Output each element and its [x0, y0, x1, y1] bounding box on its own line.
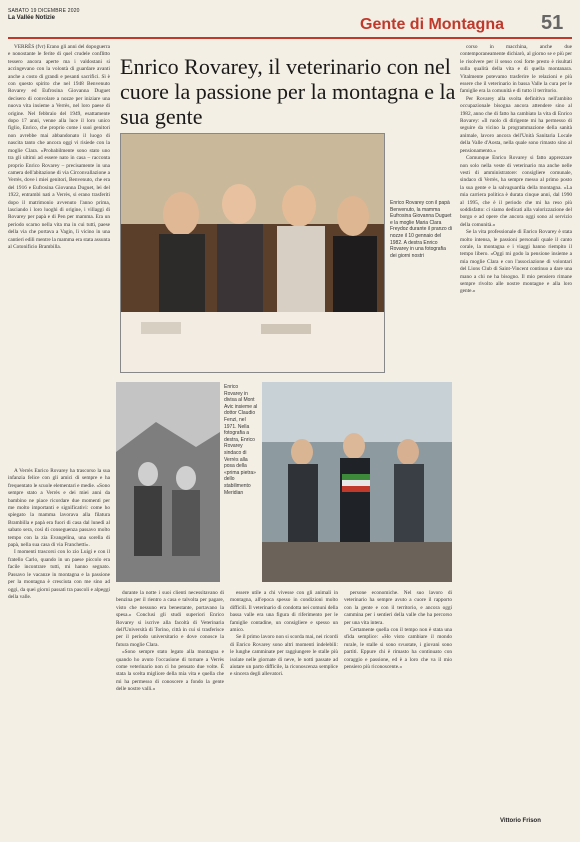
article-column-left-top — [8, 44, 110, 462]
paragraph: Per Rovarey alla svolta definitiva nell'ambito occupazionale bisogna ancora attendere sino al 1982, anno che di fatto ha cambiato la vita di Enrico Rovarey: «Il ruolo di dirigente mi ha permesso di seguire da vicino la programmazione della sanità animale, lavoro ancora dell'Unità Sanitaria Locale della Valle d'Aosta, nella quale sono rimasto sino al pensionamento.» — [460, 95, 572, 154]
paragraph: Se il primo lavoro non si scorda mai, nei ricordi di Enrico Rovarey sono altri momenti indelebili: le lunghe camminate per raggiungere le stalle più isolate nelle giornate di neve, le notti passate ad aiutare un parto difficile, la riconoscenza semplice e sincera degli allevatori. — [230, 634, 338, 678]
paragraph: Comunque Enrico Rovarey si fatto apprezzare non solo nella veste di veterinario ma anche nelle vesti di amministratore: consigliere comunale, sindaco di Verrès, ha sempre messo al primo posto la sua gente e la salvaguardia della montagna. «La mia carriera politica è durata cinque anni, dal 1990 al 1995, che è il periodo che mi ha reso più soddisfatto: ci siamo dedicati alla valorizzazione del borgo e ad opere che ancora oggi sono al servizio della comunità.» — [460, 155, 572, 228]
mayor-ceremony-photo — [262, 382, 452, 582]
article-column-left-bottom — [8, 468, 110, 830]
paragraph: I momenti trascorsi con lo zio Luigi e con il fratello Carlo, quando in un paese piccolo era facile incontrare tutti, mi hanno segnato. Passavo le vacanze in montagna e la passione per la montagna è cresciuta con me sino ad oggi, da quei giorni passati tra pascoli e alpeggi della valle. — [8, 549, 110, 600]
uniform-photo — [116, 382, 220, 582]
photo-caption-bw: Enrico Rovarey in divisa al Mont Avic insieme al dottor Claudio Fenzi, nel 1971. Nella fotografia a destra, Enrico Rovarey sindaco di Verrès alla posa della «prima pietra» dello stabilimento Meridian — [224, 384, 258, 496]
newspaper-name: La Vallée Notizie — [8, 15, 56, 21]
paragraph: «Sono sempre stato legato alla montagna e quando ho avuto l'occasione di tornare a Verrès come veterinario non ci ho pensato due volte. È stata la scelta migliore della mia vita e quella che mi ha permesso di conoscere a fondo la gente delle nostre valli.» — [116, 649, 224, 693]
paragraph: Se la vita professionale di Enrico Rovarey è stata molto intensa, le passioni personali quale il canto corale, la montagna e i viaggi hanno riempito il tempo libero. «Oggi mi godo la pensione insieme a mia moglie Clara e con l'associazione di volontari del Lions Club di Saint-Vincent continuo a dare una mano a chi ne ha bisogno. Il mio pensiero rimane sempre rivolto alle nostre montagne e alla loro gente.» — [460, 229, 572, 295]
paragraph: persone economiche. Nel suo lavoro di veterinario ha sempre avuto a cuore il rapporto con la gente e con il territorio, e ancora oggi cammina per i sentieri della valle che ha percorso per una vita intera. — [344, 590, 452, 626]
paragraph: VERRÈS (fvr) Erano gli anni del dopoguerra e nonostante le ferite di quel crudele conflitto tessero ancora aperte ma i valdostani si accingevano con la volontà di guardare avanti anche a costo di grandi e pesanti sacrifici. Sì è con questo spirito che nel 1948 Benvenuto Rovarey ed Eufrosina Giovanna Duguet decisero di convolare a nozze per iniziare una nuova vita insieme a Verrès, nel loro paese di origine. Nel febbraio del 1949, esattamente dopo 17 anni, venne alla luce il loro unico figlio, Enrico, che proprio come i suoi genitori non avrebbe mai abbandonato il luogo di nascita tanto che ancora oggi vi risiede con la moglie Clara. «Probabilmente sono stato uno tra gli ultimi ad essere nato in casa – racconta proprio Enrico Rovarey – precisamente in una camera dell'abitazione di via Circonvallazione a Verrès, dove i miei genitori, Benvenuto, che era del 1916 e Eufrosina Giovanna Duguet, lei del 1922, entrambi nati a Verrès, si erano trasferiti dopo il matrimonio avvenuto l'anno prima, lasciando i loro luoghi di origine, i villaggi di Rovarey per papà e di Pen per mamma. Era un periodo scarno nella vita ma in cui tutti, paese della via che portava a Vagin, lì vicino in una cantieri edili mentre la mamma era stata assunta al Cotonificio Brambilla. — [8, 44, 110, 250]
article-column-right — [460, 44, 572, 814]
wedding-photo — [120, 133, 385, 373]
issue-date: SABATO 19 DICEMBRE 2020 — [8, 8, 80, 14]
page-number: 51 — [541, 12, 564, 34]
masthead — [0, 0, 580, 40]
masthead-rule — [8, 37, 572, 39]
photo-caption-main: Enrico Rovarey con il papà Benvenuto, la mamma Eufrosina Giovanna Duguet e la moglie Maria Clara Freydoz durante il pranzo di nozze il 10 gennaio del 1982. A destra Enrico Rovarey in una fotografia dei giorni nostri — [390, 200, 452, 259]
article-column-mid-2 — [230, 590, 338, 830]
section-title: Gente di Montagna — [360, 16, 504, 33]
article-column-mid-3 — [344, 590, 452, 830]
paragraph: Certamente quella con il tempo non è stata una sfida semplice: «Ho visto cambiare il mondo rurale, le stalle si sono svuotate, i giovani sono partiti. Eppure chi è rimasto ha continuato con coraggio e passione, ed è a loro che va il mio pensiero più riconoscente.» — [344, 627, 452, 671]
article-headline: Enrico Rovarey, il veterinario con nel cuore la passione per la montagna e la sua gente — [120, 54, 456, 129]
paragraph: corso in macchina, anche due contemporaneamente dichiarò, al giorno se e più per le risolvere per il senso così forte presto è risultati sulla qualità della vita e di quella montanara. Vitalmente potevamo trasferire le relazioni e più essere che il veterinario in bassa Valle la cura per le famiglie era la comunità e di tutto il territorio. — [460, 44, 572, 95]
article-byline: Vittorio Frison — [500, 818, 541, 824]
article-column-mid-1 — [116, 590, 224, 830]
paragraph: durante la notte i suoi clienti necessitavano di benzina per il rientro a casa e talvolta per pagare, visto che nessuno era benestante, portavano la spesa.» Conclusi gli studi superiori Enrico Rovarey si iscrive alla facoltà di Veterinaria dell'Università di Torino, città in cui si trasferisce per il periodo universitario e dove conosce la futura moglie Clara. — [116, 590, 224, 648]
paragraph: essere utile a chi vivesse con gli animali in montagna, all'epoca spesso in condizioni molto difficili. Il veterinario di condotta nei comuni della bassa valle era una figura di riferimento per le famiglie contadine, un consigliere e spesso un amico. — [230, 590, 338, 634]
paragraph: A Verrès Enrico Rovarey ha trascorso la sua infanzia felice con gli amici di sempre e ha frequentato le scuole elementari e medie. «Sono sempre stato a Verrès e dei miei anni da bambino ne piace ricordare due momenti per me molto importanti e significativi: come ho spiegato la mamma lavorava alla filatura Brambilla e papà era fuori di casa dal lunedì al sabato sera, così di conseguenza passavo molto tempo con la zia Evangelina, una sorella di papà, nella sua casa di via Franchetti». — [8, 468, 110, 549]
